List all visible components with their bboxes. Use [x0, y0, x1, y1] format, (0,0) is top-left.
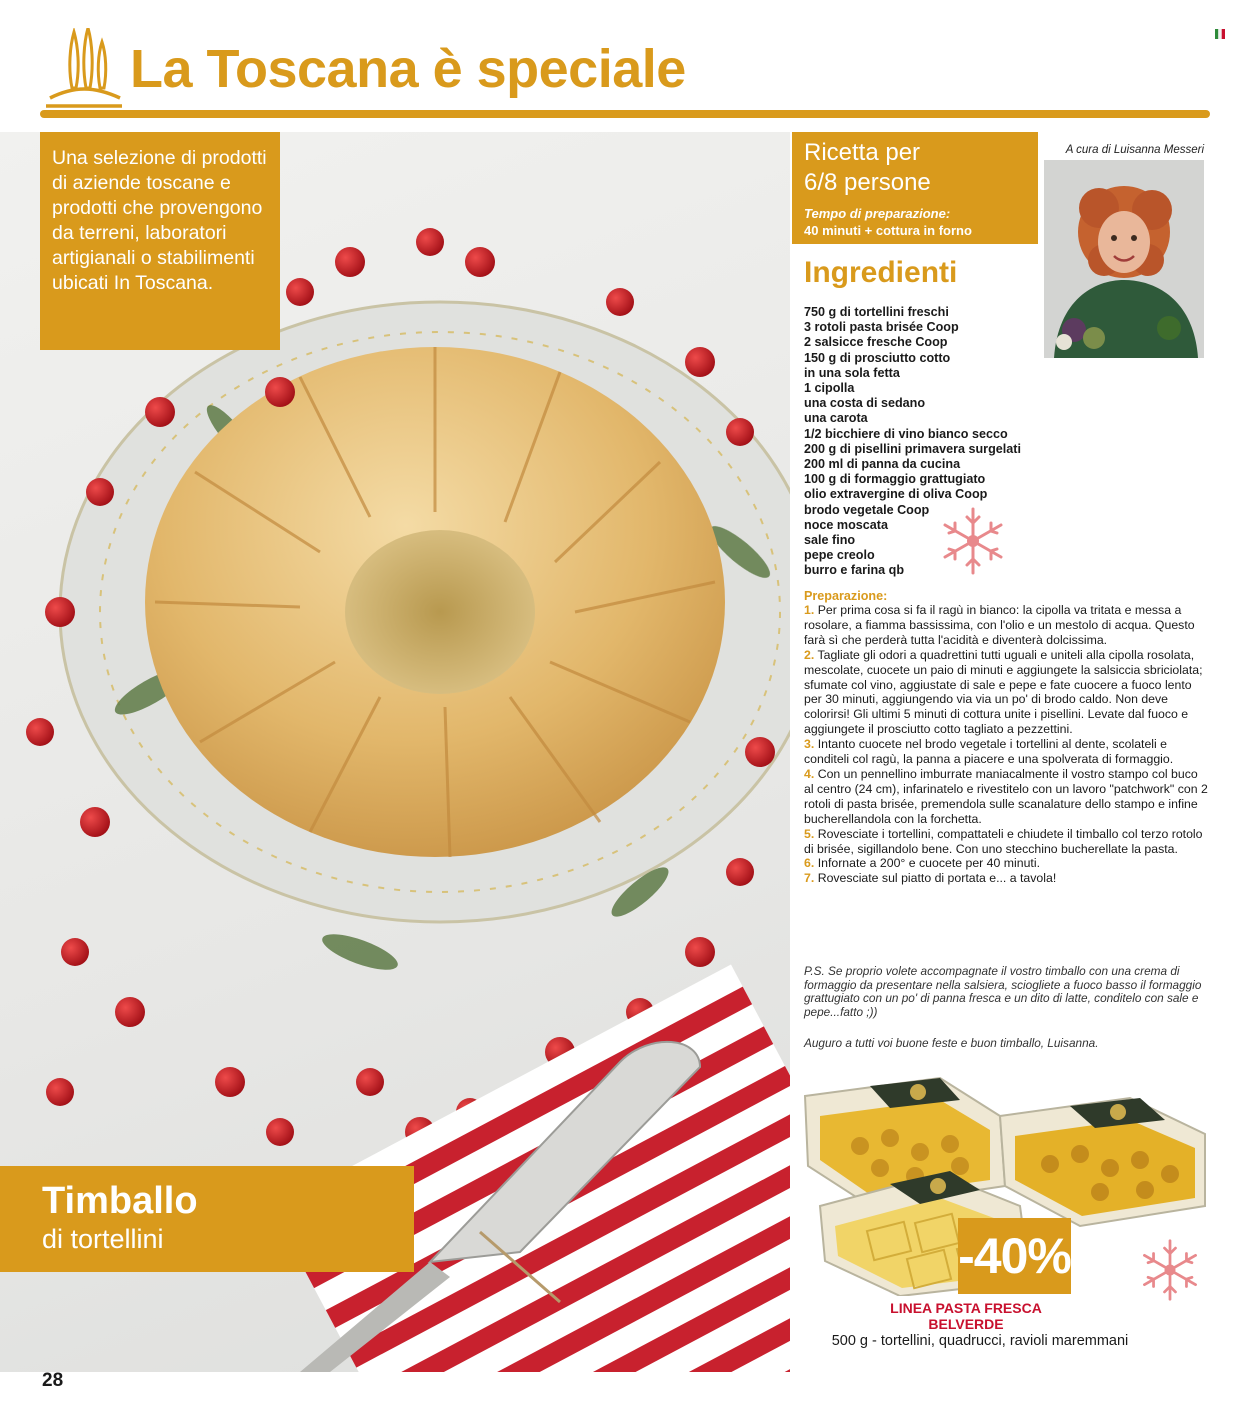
ingredients-title: Ingredienti [804, 256, 958, 289]
ingredient-item: 3 rotoli pasta brisée Coop [804, 320, 959, 335]
snowflake-icon [938, 506, 1008, 576]
preparation-step [804, 648, 1208, 737]
page-header [40, 18, 1210, 118]
preparation-step [804, 871, 1208, 886]
step-text: Infornate a 200° e cuocete per 40 minuti. [817, 856, 1040, 871]
intro-text: Una selezione di prodotti di aziende toscane e prodotti che provengono da terreni, laboratori artigianali o stabilimenti ubicati In Toscana. [52, 147, 267, 294]
chef-portrait [1044, 160, 1204, 358]
product-name [800, 1300, 1132, 1332]
greeting-note: Auguro a tutti voi buone feste e buon timballo, Luisanna. [804, 1036, 1099, 1050]
ingredient-item: 100 g di formaggio grattugiato [804, 472, 986, 487]
ingredient-item: una carota [804, 411, 868, 426]
step-text: Rovesciate sul piatto di portata e... a tavola! [817, 871, 1057, 886]
preparation-step [804, 767, 1208, 827]
recipe-header-box [792, 132, 1038, 244]
chef-portrait-illustration [1044, 160, 1204, 358]
serves-line-2: 6/8 persone [804, 169, 931, 196]
ingredient-item: una costa di sedano [804, 396, 926, 411]
page-title: La Toscana è speciale [130, 39, 686, 99]
preparation-step [804, 603, 1208, 648]
serves-line-1: Ricetta per [804, 139, 921, 166]
step-text: Intanto cuocete nel brodo vegetale i tortellini al dente, scolateli e conditeli col ragù, la panna a piacere e una spolverata di formaggio. [804, 737, 1174, 767]
ingredient-item: 150 g di prosciutto cotto [804, 350, 951, 365]
ingredient-item: in una sola fetta [804, 365, 900, 380]
step-number: 4. [804, 766, 815, 781]
ingredient-item: 200 ml di panna da cucina [804, 457, 961, 472]
curator-credit: A cura di Luisanna Messeri [1065, 144, 1204, 156]
discount-badge: -40% [958, 1218, 1071, 1294]
step-text: Per prima cosa si fa il ragù in bianco: la cipolla va tritata e messa a rosolare, a fiamma bassissima, con l'olio e un mestolo di acqua. Questo farà sì che perderà tutta l'acidità e diventerà dolcissima. [804, 603, 1195, 647]
dish-subtitle: di tortellini [42, 1224, 164, 1254]
product-name-line-2: BELVERDE [928, 1316, 1004, 1332]
page-number: 28 [42, 1370, 64, 1391]
postscript-note: P.S. Se proprio volete accompagnate il vostro timballo con una crema di formaggio da presentare nella salsiera, sciogliete a fuoco basso il formaggio grattugiato con un po' di panna fresca e un dito di latte, conditelo con sale e pepe...fatto ;)) [804, 964, 1202, 1019]
step-text: Con un pennellino imburrate maniacalmente il vostro stampo col buco al centro (24 cm), infarinatelo e rivestitelo con un lavoro "patchwork" con 2 rotoli di pasta brisée, premendola sulle scanalature dello stampo e infine bucherellandola con la forchetta. [804, 766, 1208, 826]
product-description: 500 g - tortellini, quadrucci, ravioli maremmani [831, 1333, 1129, 1349]
ingredient-item: 200 g di pisellini primavera surgelati [804, 441, 1021, 456]
ingredient-item: sale fino [804, 533, 856, 548]
snowflake-icon [1138, 1238, 1202, 1302]
ingredient-item: burro e farina qb [804, 563, 905, 578]
preparation-step [804, 827, 1208, 857]
preparation-step [804, 737, 1208, 767]
step-number: 6. [804, 856, 815, 871]
step-number: 2. [804, 647, 815, 662]
ingredient-item: 750 g di tortellini freschi [804, 305, 949, 319]
dish-title-box [0, 1166, 414, 1272]
step-text: Tagliate gli odori a quadrettini tutti uguali e uniteli alla cipolla rosolata, mescolate, cuocete un paio di minuti e aggiungete la salsiccia sbriciolata; sfumate col vino, aggiustate di sale e pepe e fate cuocere a fuoco lento per 30 minuti, aggiungendo via via un po' di brodo caldo. Non deve colorirsi! Gli ultimi 5 minuti di cottura unite i pisellini. Levate dal fuoco e aggiungete il prosciutto cotto tagliato a pezzettini. [804, 647, 1203, 737]
ingredient-item: 1/2 bicchiere di vino bianco secco [804, 426, 1008, 441]
preparation-step [804, 856, 1208, 871]
product-name-line-1: LINEA PASTA FRESCA [890, 1300, 1042, 1316]
tuscany-cypress-logo-icon [44, 28, 124, 108]
step-number: 1. [804, 603, 815, 617]
ingredient-item: noce moscata [804, 517, 888, 532]
corner-flag-icon [1215, 29, 1225, 39]
preparation-steps [804, 603, 1208, 886]
step-number: 5. [804, 826, 815, 841]
header-rule [40, 110, 1210, 118]
prep-time-value: 40 minuti + cottura in forno [804, 223, 972, 238]
step-number: 7. [804, 871, 815, 886]
ingredient-item: 1 cipolla [804, 381, 855, 396]
step-number: 3. [804, 737, 815, 752]
ingredient-item: olio extravergine di oliva Coop [804, 487, 988, 502]
intro-box [40, 132, 280, 350]
dish-title: Timballo [42, 1180, 198, 1222]
ingredient-item: brodo vegetale Coop [804, 502, 930, 517]
prep-time-label: Tempo di preparazione: [804, 206, 951, 221]
step-text: Rovesciate i tortellini, compattateli e chiudete il timballo col terzo rotolo di brisée, sigillandolo bene. Con uno stecchino bucherellate la pasta. [804, 826, 1203, 856]
preparation-title: Preparazione: [804, 589, 888, 603]
ingredient-item: pepe creolo [804, 548, 875, 563]
ingredient-item: 2 salsicce fresche Coop [804, 335, 948, 350]
